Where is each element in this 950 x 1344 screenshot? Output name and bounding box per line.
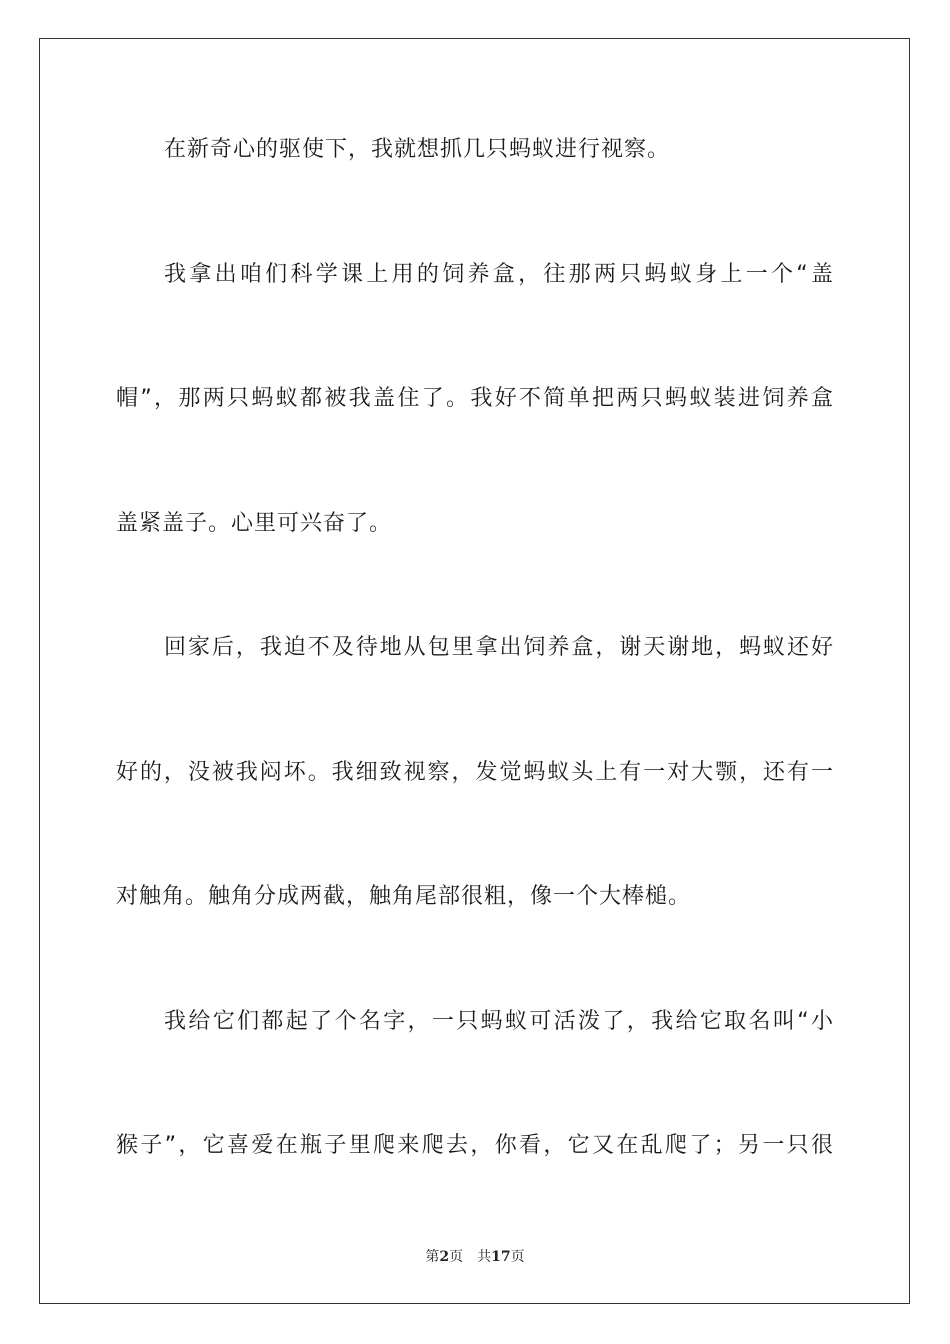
- paragraph-3-line-1: 回家后，我迫不及待地从包里拿出饲养盒，谢天谢地，蚂蚁还好: [164, 635, 834, 660]
- page-prefix: 第: [425, 1249, 440, 1265]
- total-prefix: 共: [477, 1249, 492, 1265]
- paragraph-3-line-2: 好的，没被我闷坏。我细致视察，发觉蚂蚁头上有一对大颚，还有一: [116, 760, 834, 785]
- paragraph-4-line-1: 我给它们都起了个名字，一只蚂蚁可活泼了，我给它取名叫“小: [164, 1009, 834, 1034]
- total-suffix: 页: [510, 1249, 525, 1265]
- paragraph-4-line-2: 猴子”，它喜爱在瓶子里爬来爬去，你看，它又在乱爬了；另一只很: [116, 1133, 834, 1158]
- total-pages: 17: [491, 1249, 511, 1265]
- paragraph-1-line-1: 在新奇心的驱使下，我就想抓几只蚂蚁进行视察。: [164, 137, 671, 162]
- paragraph-2-line-3: 盖紧盖子。心里可兴奋了。: [116, 511, 393, 536]
- paragraph-2-line-2: 帽”，那两只蚂蚁都被我盖住了。我好不简单把两只蚂蚁装进饲养盒: [116, 386, 834, 411]
- paragraph-3-line-3: 对触角。触角分成两截，触角尾部很粗，像一个大棒槌。: [116, 884, 692, 909]
- paragraph-2-line-1: 我拿出咱们科学课上用的饲养盒，往那两只蚂蚁身上一个“盖: [164, 262, 834, 287]
- page-footer: [0, 1246, 950, 1266]
- page-number: 2: [439, 1249, 450, 1265]
- page-suffix: 页: [449, 1249, 464, 1265]
- page-frame: [39, 38, 910, 1304]
